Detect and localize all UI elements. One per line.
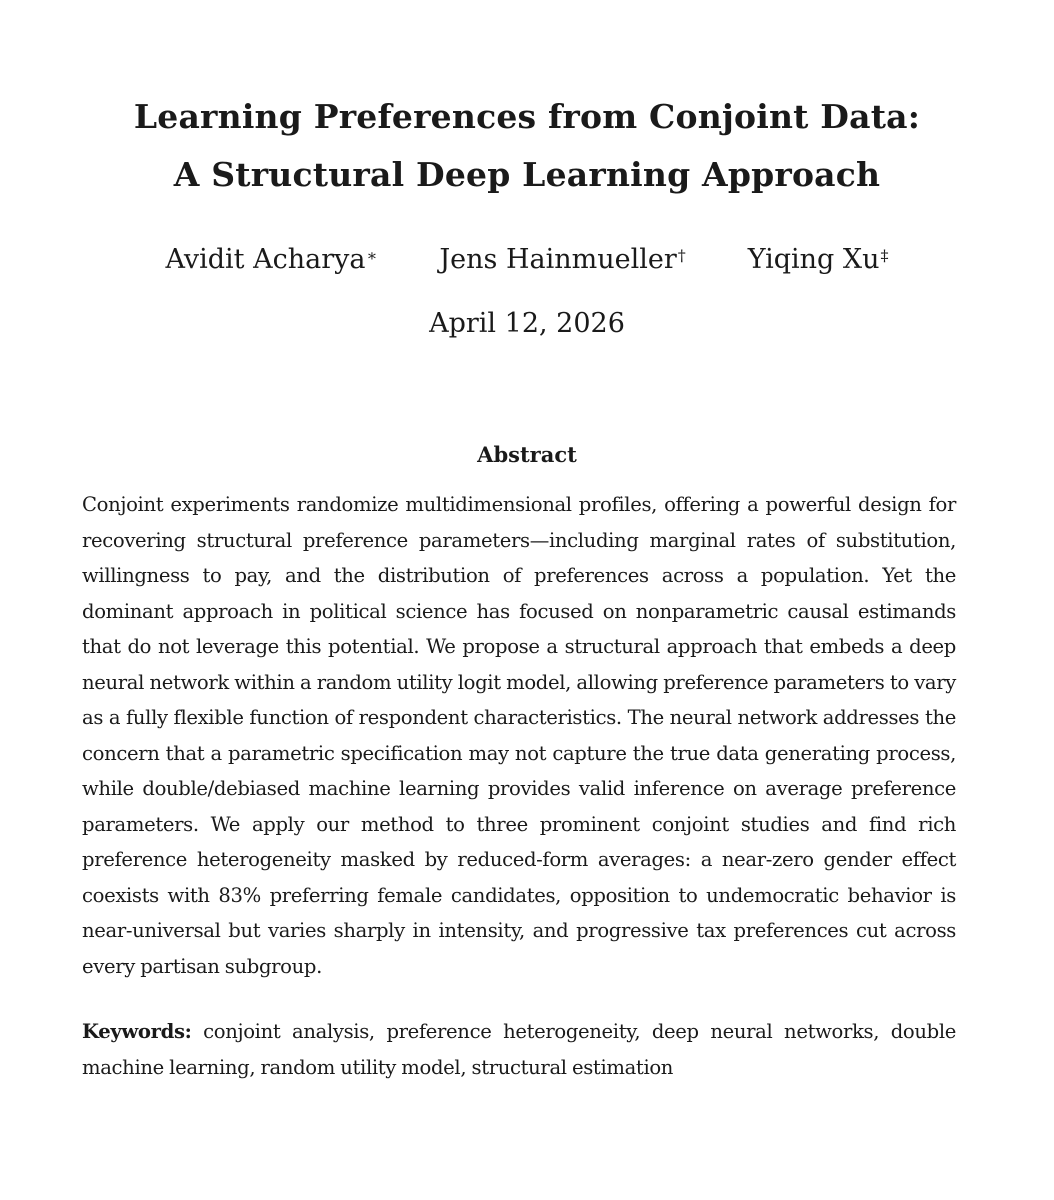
paper-title-line-2: A Structural Deep Learning Approach [173, 155, 881, 194]
author-footnote-mark[interactable]: ‡ [880, 246, 889, 265]
keywords-label: Keywords: [82, 1020, 192, 1043]
author-footnote-mark[interactable]: † [677, 246, 686, 265]
author-list [0, 240, 1054, 280]
author-xu [748, 240, 889, 280]
author-name: Avidit Acharya [165, 244, 366, 275]
publication-date: April 12, 2026 [429, 308, 625, 339]
author-acharya [165, 240, 377, 280]
paper-title-line-1: Learning Preferences from Conjoint Data: [133, 97, 921, 136]
author-name: Yiqing Xu [747, 244, 880, 275]
paper-title [0, 88, 1054, 204]
abstract-heading: Abstract [477, 442, 577, 467]
keywords [82, 1014, 956, 1085]
author-footnote-mark[interactable]: ∗ [366, 246, 378, 265]
author-name: Jens Hainmueller [439, 244, 677, 275]
keywords-text: conjoint analysis, preference heterogeneity, deep neural networks, double machine learning, random utility model, structural estimation [82, 1020, 956, 1079]
author-hainmueller [439, 240, 685, 280]
abstract-body: Conjoint experiments randomize multidimensional profiles, offering a powerful design for recovering structural preference parameters—including marginal rates of substitution, willingness to pay, and the distribution of preferences across a population. Yet the dominant approach in political science has focused on nonparametric causal estimands that do not leverage this potential. We propose a structural approach that embeds a deep neural network within a random utility logit model, allowing preference parameters to vary as a fully flexible function of respondent characteristics. The neural network addresses the concern that a parametric specification may not capture the true data generating process, while double/debiased machine learning provides valid inference on average preference parameters. We apply our method to three prominent conjoint studies and find rich preference heterogeneity masked by reduced-form averages: a near-zero gender effect coexists with 83% preferring female candidates, opposition to undemocratic behavior is near-universal but varies sharply in intensity, and progressive tax preferences cut across every partisan subgroup. [82, 493, 956, 978]
